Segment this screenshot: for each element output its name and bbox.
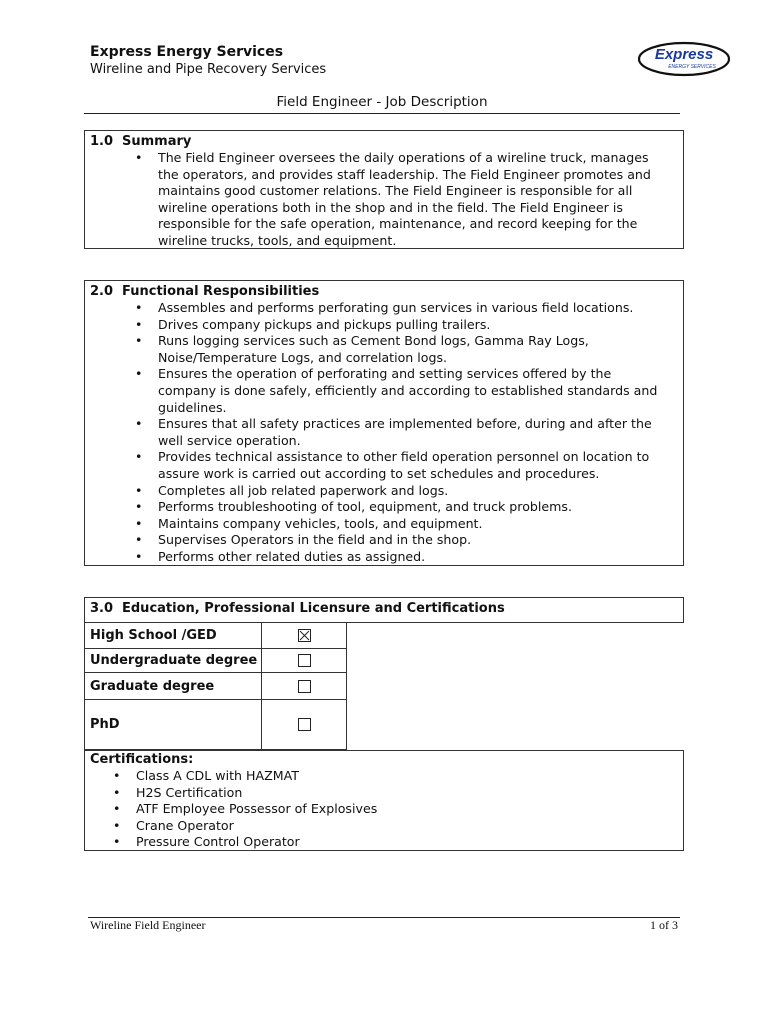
education-section-header <box>84 597 684 623</box>
functional-list <box>85 300 683 566</box>
list-item: • Pressure Control Operator <box>85 834 683 851</box>
list-item: • Runs logging services such as Cement Bond logs, Gamma Ray Logs, Noise/Temperature Logs, and correlation logs. <box>85 333 683 366</box>
list-item: • Crane Operator <box>85 818 683 835</box>
education-checkbox-cell <box>262 700 347 750</box>
functional-heading: 2.0 Functional Responsibilities <box>90 284 320 299</box>
education-label: Graduate degree <box>85 673 262 700</box>
footer-document-name: Wireline Field Engineer <box>90 918 206 932</box>
certifications-list <box>85 768 683 851</box>
list-item: • Performs troubleshooting of tool, equipment, and truck problems. <box>85 499 683 516</box>
checkbox-icon[interactable] <box>298 680 311 693</box>
summary-list <box>85 150 683 250</box>
company-name: Express Energy Services <box>90 44 284 60</box>
table-row <box>85 649 347 673</box>
express-logo <box>636 38 732 78</box>
checkbox-icon[interactable] <box>298 718 311 731</box>
table-row <box>85 623 347 649</box>
table-row <box>85 700 347 750</box>
checkbox-checked-icon[interactable] <box>298 629 311 642</box>
list-item: • Completes all job related paperwork and logs. <box>85 483 683 500</box>
education-label: Undergraduate degree <box>85 649 262 673</box>
list-item: • Ensures the operation of perforating and setting services offered by the company is done safely, efficiently and according to established standards and guidelines. <box>85 366 683 416</box>
checkbox-icon[interactable] <box>298 654 311 667</box>
list-item: • Maintains company vehicles, tools, and equipment. <box>85 516 683 533</box>
list-item: • Class A CDL with HAZMAT <box>85 768 683 785</box>
list-item: • Drives company pickups and pickups pulling trailers. <box>85 317 683 334</box>
logo-word: Express <box>654 46 714 63</box>
list-item: • H2S Certification <box>85 785 683 802</box>
logo-sub: ENERGY SERVICES <box>668 64 716 70</box>
summary-heading: 1.0 Summary <box>90 134 192 149</box>
table-row <box>85 673 347 700</box>
education-table <box>84 622 347 750</box>
division-name: Wireline and Pipe Recovery Services <box>90 62 327 77</box>
certifications-heading: Certifications: <box>90 752 194 767</box>
functional-section <box>84 280 684 566</box>
title-divider <box>84 113 680 114</box>
list-item: • The Field Engineer oversees the daily operations of a wireline truck, manages the operators, and provides staff leadership. The Field Engineer promotes and maintains good customer relations. The Field Engineer is responsible for all wireline operations both in the shop and in the field. The Field Engineer is responsible for the safe operation, maintenance, and record keeping for the wireline trucks, tools, and equipment. <box>85 150 683 250</box>
education-checkbox-cell <box>262 649 347 673</box>
education-heading: 3.0 Education, Professional Licensure and Certifications <box>90 601 505 616</box>
education-label: High School /GED <box>85 623 262 649</box>
list-item: • Ensures that all safety practices are implemented before, during and after the well service operation. <box>85 416 683 449</box>
list-item: • Assembles and performs perforating gun services in various field locations. <box>85 300 683 317</box>
list-item: • Performs other related duties as assigned. <box>85 549 683 566</box>
education-label: PhD <box>85 700 262 750</box>
summary-section <box>84 130 684 249</box>
list-item: • ATF Employee Possessor of Explosives <box>85 801 683 818</box>
list-item: • Supervises Operators in the field and in the shop. <box>85 532 683 549</box>
certifications-section <box>84 750 684 851</box>
education-checkbox-cell <box>262 623 347 649</box>
education-checkbox-cell <box>262 673 347 700</box>
document-title: Field Engineer - Job Description <box>276 94 488 110</box>
list-item: • Provides technical assistance to other field operation personnel on location to assure work is carried out according to set schedules and procedures. <box>85 449 683 482</box>
page-number: 1 of 3 <box>650 918 678 932</box>
